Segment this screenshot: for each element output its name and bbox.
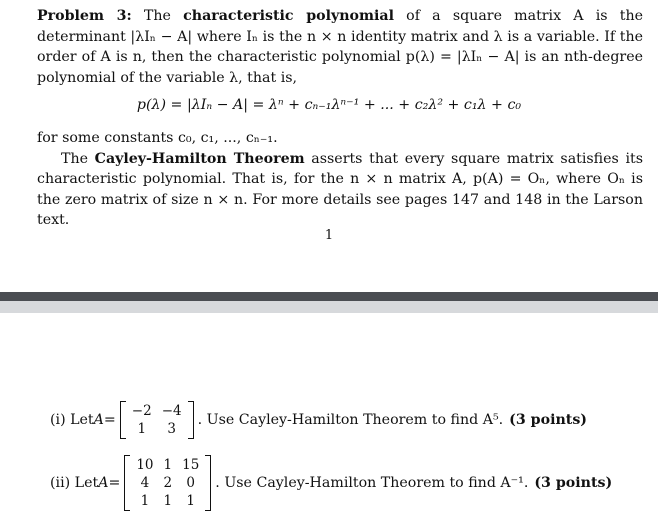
matrix-grid [130, 455, 205, 511]
right-bracket [188, 401, 194, 439]
matrix-cell: 1 [137, 421, 147, 437]
matrix-cell: −2 [131, 403, 152, 419]
matrix-cell: 0 [186, 475, 195, 491]
question-1-matrix [120, 401, 194, 439]
question-1-text: . Use Cayley-Hamilton Theorem to find A⁵. [197, 412, 504, 428]
theorem-name: Cayley-Hamilton Theorem [94, 150, 305, 167]
question-1-label: (i) Let [50, 412, 94, 428]
question-2-text: . Use Cayley-Hamilton Theorem to find A⁻¹. [215, 475, 529, 491]
question-1 [50, 401, 587, 439]
matrix-cell: 1 [186, 493, 195, 509]
matrix-cell: 15 [182, 457, 200, 473]
right-bracket [205, 455, 211, 511]
question-2 [50, 455, 612, 511]
theorem-paragraph [37, 128, 643, 231]
question-1-points: (3 points) [509, 412, 588, 428]
theorem-text-b: asserts that every square matrix satisfies its characteristic polynomial. That is, for the n × n matrix A, p(A) = Oₙ, where Oₙ is the zero matrix of size n × n. For more details see pages 147 and 148 in the Larson text. [37, 150, 643, 228]
theorem-text-a: The [61, 150, 95, 167]
matrix-cell: 1 [163, 493, 173, 509]
matrix-cell: 1 [140, 493, 150, 509]
matrix-cell: 10 [136, 457, 154, 473]
term-characteristic-polynomial: characteristic polynomial [183, 8, 394, 24]
page-separator-light [0, 301, 658, 313]
question-2-eq: = [108, 475, 121, 491]
matrix-cell: 2 [163, 475, 173, 491]
intro-text-b: of a square matrix A is the determinant |λIₙ − A| where Iₙ is the n × n identity matrix and λ is a variable. If the order of A is n, then the characteristic polynomial p(λ) = |λIₙ − A| is an nth-degree polynomial of the variable λ, that is, [37, 8, 643, 86]
matrix-cell: 3 [167, 421, 176, 437]
problem-paragraph [37, 6, 643, 88]
polynomial-equation: p(λ) = |λIₙ − A| = λⁿ + cₙ₋₁λⁿ⁻¹ + ... + c₂λ² + c₁λ + c₀ [136, 97, 522, 113]
question-2-var: A [98, 475, 109, 491]
question-2-matrix [124, 455, 211, 511]
document-page-2 [0, 313, 658, 518]
page-number: 1 [324, 228, 334, 243]
question-1-var: A [93, 412, 104, 428]
question-2-points: (3 points) [534, 475, 613, 491]
question-1-eq: = [103, 412, 116, 428]
matrix-cell: −4 [161, 403, 182, 419]
matrix-cell: 1 [163, 457, 173, 473]
constants-line: for some constants c₀, c₁, ..., cₙ₋₁. [37, 130, 278, 146]
matrix-grid [126, 401, 188, 439]
problem-heading: Problem 3: [37, 8, 132, 24]
intro-text-a: The [131, 8, 184, 24]
page-separator-dark [0, 292, 658, 301]
matrix-cell: 4 [140, 475, 150, 491]
question-2-label: (ii) Let [50, 475, 99, 491]
